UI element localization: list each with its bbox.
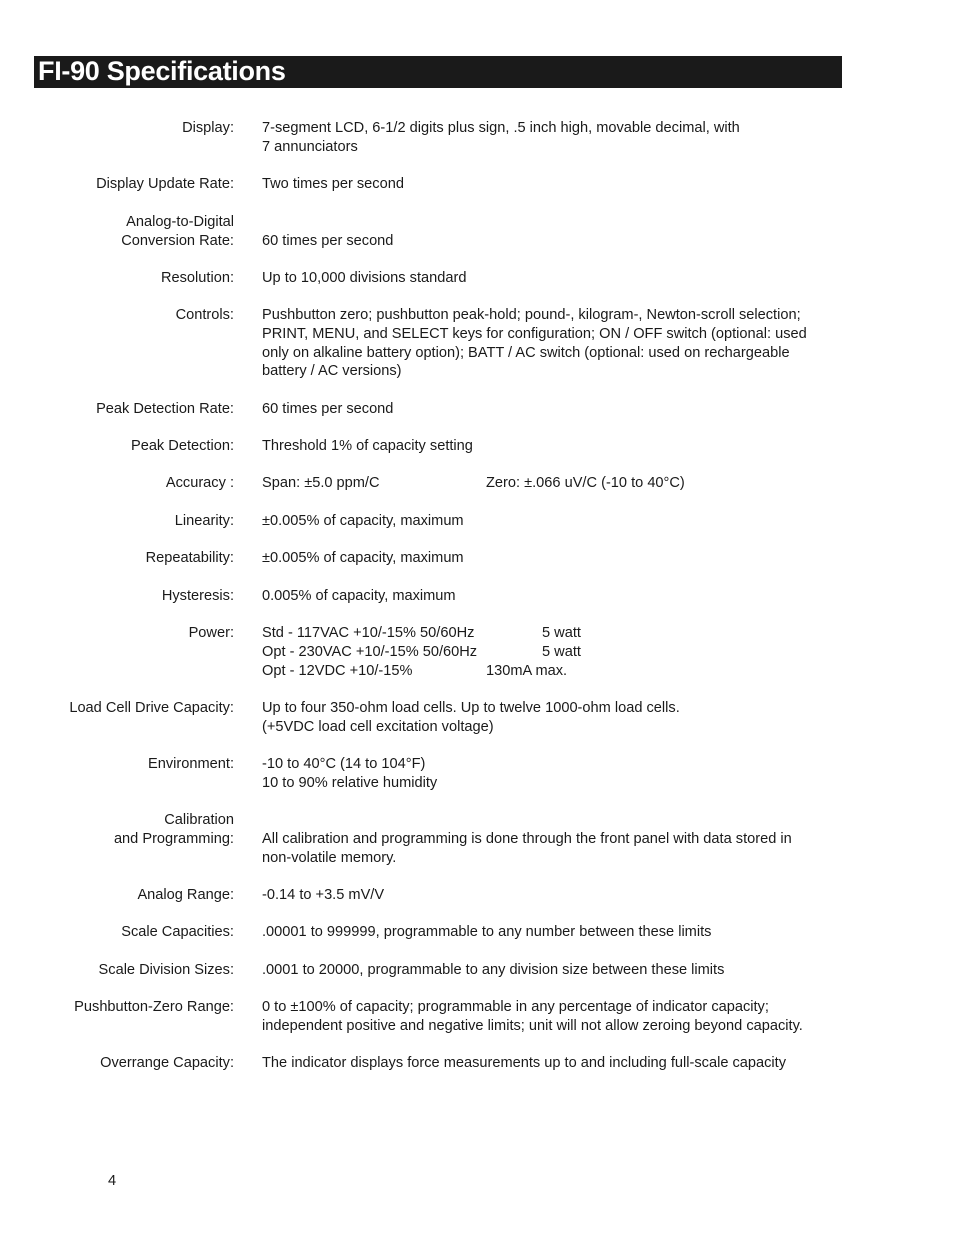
spec-label-line: Hysteresis: (161, 588, 234, 604)
spec-label-line: Controls: (175, 307, 234, 323)
spec-value-line: .00001 to 999999, programmable to any number between these limits (262, 924, 712, 940)
spec-value-line: The indicator displays force measurements up to and including full-scale capacity (262, 1055, 787, 1071)
power-spec: Opt - 12VDC +10/-15% (262, 662, 413, 679)
spec-value-line: -0.14 to +3.5 mV/V (262, 887, 385, 903)
spec-label-line: Scale Division Sizes: (98, 962, 234, 978)
spec-value (262, 400, 842, 419)
spec-value (262, 1054, 842, 1073)
spec-label (0, 624, 234, 643)
spec-value-line: Up to 10,000 divisions standard (262, 270, 467, 286)
power-rating: 5 watt (542, 643, 581, 660)
spec-value-line: non-volatile memory. (262, 849, 397, 866)
spec-label (0, 755, 234, 774)
spec-label (0, 400, 234, 419)
spec-value (262, 886, 842, 905)
spec-label-line: Repeatability: (145, 550, 234, 566)
spec-value (262, 998, 842, 1036)
spec-value-line: 7 annunciators (262, 138, 358, 155)
spec-value (262, 512, 842, 531)
spec-value (262, 119, 842, 157)
spec-label-line: Calibration (164, 812, 234, 828)
spec-label-line: Resolution: (160, 270, 234, 286)
spec-value (262, 232, 842, 251)
spec-label (0, 119, 234, 138)
title-bar (34, 56, 842, 88)
spec-value-line: ±0.005% of capacity, maximum (262, 550, 464, 566)
spec-label-line: Display Update Rate: (96, 176, 234, 192)
spec-value (262, 830, 842, 868)
spec-value-line: Threshold 1% of capacity setting (262, 438, 473, 454)
spec-label (0, 306, 234, 325)
page-title: FI-90 Specifications (38, 56, 286, 86)
spec-label-line: and Programming: (113, 830, 234, 847)
spec-value-line: 0 to ±100% of capacity; programmable in any percentage of indicator capacity; (262, 999, 769, 1015)
spec-label-line: Accuracy : (165, 475, 234, 491)
spec-value-line: battery / AC versions) (262, 363, 402, 380)
spec-label (0, 549, 234, 568)
power-spec: Std - 117VAC +10/-15% 50/60Hz (262, 625, 475, 641)
spec-label (0, 474, 234, 493)
spec-label-line: Linearity: (174, 513, 234, 529)
spec-value-line: .0001 to 20000, programmable to any division size between these limits (262, 962, 725, 978)
spec-label-line: Display: (182, 120, 234, 136)
spec-value-line: only on alkaline battery option); BATT / AC switch (optional: used on rechargeable (262, 344, 790, 361)
spec-value-line: (+5VDC load cell excitation voltage) (262, 718, 494, 735)
spec-value-line: All calibration and programming is done through the front panel with data stored in (262, 830, 792, 847)
spec-label-line: Scale Capacities: (121, 924, 234, 940)
spec-value (262, 269, 842, 288)
spec-value-line: -10 to 40°C (14 to 104°F) (262, 756, 426, 772)
spec-label-line: Load Cell Drive Capacity: (69, 700, 234, 716)
spec-label-line: Analog-to-Digital (126, 214, 234, 230)
spec-label (0, 512, 234, 531)
spec-label-line: Peak Detection: (130, 438, 234, 454)
spec-value (262, 755, 842, 793)
spec-value (262, 961, 842, 980)
spec-label-line: Pushbutton-Zero Range: (74, 999, 234, 1015)
spec-value-line: independent positive and negative limits; unit will not allow zeroing beyond capacity. (262, 1017, 803, 1034)
spec-label (0, 886, 234, 905)
spec-label (0, 269, 234, 288)
spec-label-line: Analog Range: (137, 887, 234, 903)
spec-value (262, 549, 842, 568)
spec-value-line: ±0.005% of capacity, maximum (262, 513, 464, 529)
spec-value-line: 10 to 90% relative humidity (262, 774, 438, 791)
power-rating: 5 watt (542, 625, 581, 641)
spec-label (0, 961, 234, 980)
spec-value-line: Pushbutton zero; pushbutton peak-hold; pound-, kilogram-, Newton-scroll selection; (262, 307, 801, 323)
spec-value-line: 60 times per second (262, 401, 394, 417)
spec-label (0, 587, 234, 606)
spec-label (0, 1054, 234, 1073)
spec-label-line: Overrange Capacity: (100, 1055, 234, 1071)
spec-value-line: Up to four 350-ohm load cells. Up to twelve 1000-ohm load cells. (262, 700, 680, 716)
page-number: 4 (108, 1173, 117, 1189)
spec-value-line: 60 times per second (262, 232, 394, 249)
spec-label (0, 437, 234, 456)
spec-value-line: 7-segment LCD, 6-1/2 digits plus sign, .5 inch high, movable decimal, with (262, 120, 740, 136)
spec-label (0, 923, 234, 942)
spec-value (262, 923, 842, 942)
spec-label-line: Peak Detection Rate: (96, 401, 234, 417)
spec-value (262, 175, 842, 194)
spec-value (262, 306, 842, 381)
spec-value-line: Two times per second (262, 176, 404, 192)
spec-label (0, 998, 234, 1017)
spec-label-line: Environment: (148, 756, 234, 772)
accuracy-span: Span: ±5.0 ppm/C (262, 475, 380, 491)
spec-label (0, 699, 234, 718)
spec-label-line: Conversion Rate: (121, 232, 234, 249)
spec-label (0, 175, 234, 194)
spec-value (262, 587, 842, 606)
spec-value (262, 699, 842, 737)
spec-label (0, 811, 234, 849)
spec-value-line: PRINT, MENU, and SELECT keys for configuration; ON / OFF switch (optional: used (262, 325, 807, 342)
spec-value-line: 0.005% of capacity, maximum (262, 588, 456, 604)
power-rating: 130mA max. (486, 662, 568, 679)
spec-label-line: Power: (188, 625, 234, 641)
spec-label (0, 213, 234, 251)
power-spec: Opt - 230VAC +10/-15% 50/60Hz (262, 643, 478, 660)
spec-value (262, 437, 842, 456)
accuracy-zero: Zero: ±.066 uV/C (-10 to 40°C) (486, 475, 685, 491)
